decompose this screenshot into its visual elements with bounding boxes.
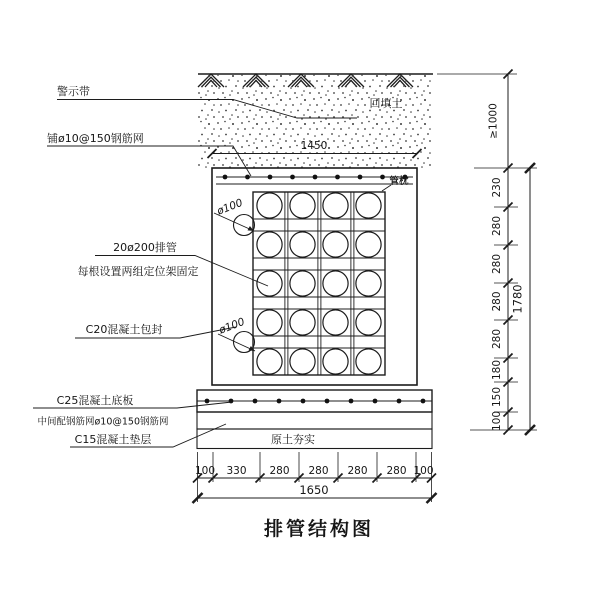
callout-base-slab [33, 393, 232, 408]
backfill-label: 回填土 [369, 97, 403, 110]
dim-seg: 280 [308, 465, 329, 477]
dim-top-width-value: 1450 [300, 140, 328, 152]
side-duct-bottom [216, 316, 255, 353]
dim-seg: 330 [226, 465, 247, 477]
base-slab-label: C25混凝土底板 [56, 394, 134, 407]
dim-bottom [193, 452, 437, 503]
dim-seg: 100 [413, 465, 434, 477]
rammed-soil-band [197, 429, 432, 449]
dim-bottom-total: 1650 [299, 483, 329, 497]
dim-seg: 280 [386, 465, 407, 477]
duct-bank-label-2: 每根设置两组定位架固定 [77, 265, 199, 278]
side-duct-top-label: ø100 [215, 196, 245, 218]
duct-bank-label-1: 20ø200排管 [113, 241, 177, 254]
side-duct-top [214, 197, 255, 236]
dim-seg: 280 [269, 465, 290, 477]
top-rebar-mesh-label: 铺ø10@150钢筋网 [47, 132, 144, 145]
drawing-title: 排管结构图 [263, 518, 375, 540]
dim-seg: 100 [194, 465, 216, 477]
dim-cover-depth: ≥1000 [487, 103, 500, 139]
base-slab [197, 390, 432, 412]
dim-seg: 280 [491, 291, 503, 312]
encasement-label: C20混凝土包封 [85, 323, 163, 336]
dim-seg: 280 [491, 253, 503, 275]
dim-seg: 230 [491, 177, 503, 198]
pipe-bolster-label: 管枕 [389, 176, 409, 187]
side-duct-circle [234, 215, 255, 236]
duct-bank [253, 192, 385, 375]
cushion-label: C15混凝土垫层 [74, 433, 152, 446]
pipe-circles [257, 193, 381, 374]
dim-seg: 280 [491, 215, 503, 237]
dim-seg: 280 [347, 465, 368, 477]
dim-seg: 180 [491, 359, 503, 381]
rammed-soil-label: 原土夯实 [271, 433, 315, 446]
backfill-stipple [198, 75, 433, 168]
callout-duct-bank [78, 240, 269, 286]
dim-right-total: 1780 [510, 284, 525, 314]
dim-seg: 280 [491, 328, 503, 350]
side-duct-bottom-label: ø100 [217, 315, 247, 337]
cushion-layer [197, 412, 432, 429]
dim-seg: 150 [491, 386, 503, 408]
dim-right [437, 70, 537, 436]
slab-mesh-label: 中间配钢筋网ø10@150钢筋网 [37, 416, 169, 428]
backfill-soil [198, 75, 433, 168]
warning-tape-label: 警示带 [57, 85, 90, 98]
dim-seg: 100 [491, 410, 503, 432]
